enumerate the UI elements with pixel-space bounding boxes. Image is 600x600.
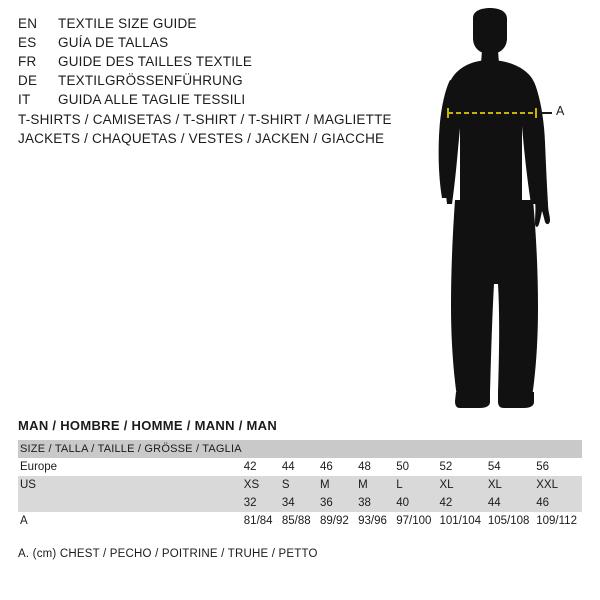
table-cell: 38	[356, 494, 394, 512]
table-header-cell	[394, 440, 437, 458]
category-line-tshirts: T-SHIRTS / CAMISETAS / T-SHIRT / T-SHIRT / MAGLIETTE	[18, 112, 392, 127]
table-row	[18, 458, 582, 476]
footnote-chest: A. (cm) CHEST / PECHO / POITRINE / TRUHE / PETTO	[18, 548, 318, 560]
callout-dash-icon	[540, 112, 552, 114]
table-cell: XL	[437, 476, 485, 494]
table-cell: 44	[486, 494, 534, 512]
language-header-block	[18, 16, 398, 111]
language-row	[18, 16, 398, 35]
category-line-jackets: JACKETS / CHAQUETAS / VESTES / JACKEN / GIACCHE	[18, 131, 385, 146]
table-header-cell	[280, 440, 318, 458]
table-cell: L	[394, 476, 437, 494]
table-cell: 101/104	[437, 512, 485, 530]
table-row	[18, 476, 582, 494]
table-cell: 44	[280, 458, 318, 476]
language-row	[18, 54, 398, 73]
table-cell: 48	[356, 458, 394, 476]
language-code: IT	[18, 92, 31, 107]
category-block	[18, 110, 418, 148]
table-cell: XXL	[534, 476, 582, 494]
mannequin-figure	[400, 8, 600, 408]
table-header-cell	[534, 440, 582, 458]
language-code: FR	[18, 54, 37, 69]
table-cell: 50	[394, 458, 437, 476]
table-cell: 85/88	[280, 512, 318, 530]
table-cell: S	[280, 476, 318, 494]
table-cell: M	[356, 476, 394, 494]
table-header-cell	[437, 440, 485, 458]
table-cell: 109/112	[534, 512, 582, 530]
table-header-cell	[242, 440, 280, 458]
table-cell: XS	[242, 476, 280, 494]
table-cell: 34	[280, 494, 318, 512]
table-row	[18, 494, 582, 512]
callout-label-a: A	[556, 104, 565, 118]
language-text: GUÍA DE TALLAS	[58, 35, 169, 50]
language-code: EN	[18, 16, 38, 31]
table-row	[18, 512, 582, 530]
language-text: TEXTILE SIZE GUIDE	[58, 16, 197, 31]
table-title-man: MAN / HOMBRE / HOMME / MANN / MAN	[18, 418, 278, 433]
language-text: GUIDE DES TAILLES TEXTILE	[58, 54, 253, 69]
language-code: DE	[18, 73, 38, 88]
row-label: A	[18, 512, 242, 530]
row-label	[18, 494, 242, 512]
table-cell: 56	[534, 458, 582, 476]
table-cell: 32	[242, 494, 280, 512]
row-label: Europe	[18, 458, 242, 476]
table-cell: 93/96	[356, 512, 394, 530]
table-cell: 42	[242, 458, 280, 476]
table-cell: 105/108	[486, 512, 534, 530]
table-cell: 42	[437, 494, 485, 512]
row-label: US	[18, 476, 242, 494]
table-cell: 81/84	[242, 512, 280, 530]
table-cell: XL	[486, 476, 534, 494]
table-header-row	[18, 440, 582, 458]
table-cell: 52	[437, 458, 485, 476]
language-row	[18, 35, 398, 54]
table-cell: 97/100	[394, 512, 437, 530]
table-header-cell	[318, 440, 356, 458]
table-cell: 46	[534, 494, 582, 512]
table-cell: M	[318, 476, 356, 494]
table-cell: 46	[318, 458, 356, 476]
size-table	[18, 440, 582, 530]
table-cell: 40	[394, 494, 437, 512]
table-header-cell	[486, 440, 534, 458]
table-cell: 89/92	[318, 512, 356, 530]
table-cell: 54	[486, 458, 534, 476]
language-row	[18, 73, 398, 92]
language-row	[18, 92, 398, 111]
language-text: GUIDA ALLE TAGLIE TESSILI	[58, 92, 246, 107]
table-header-cell	[356, 440, 394, 458]
language-text: TEXTILGRÖSSENFÜHRUNG	[58, 73, 243, 88]
language-code: ES	[18, 35, 37, 50]
table-cell: 36	[318, 494, 356, 512]
table-header-label: SIZE / TALLA / TAILLE / GRÖSSE / TAGLIA	[18, 440, 242, 458]
